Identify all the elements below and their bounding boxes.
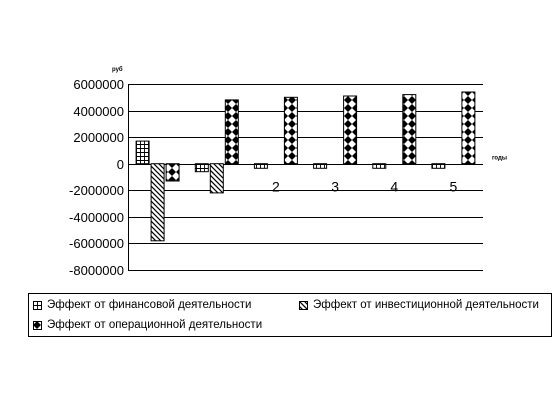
y-tick-label: 0 xyxy=(116,157,124,172)
legend-label-operating: Эффект от операционной деятельности xyxy=(47,319,263,331)
x-tick-label: 4 xyxy=(390,178,399,195)
legend-item-financial xyxy=(33,299,251,311)
bar xyxy=(403,95,416,164)
bar xyxy=(254,164,267,169)
legend-swatch-grid xyxy=(33,301,42,310)
y-tick-label: 2000000 xyxy=(73,130,124,145)
y-tick-label: -4000000 xyxy=(69,210,124,225)
legend-label-investment: Эффект от инвестиционной деятельности xyxy=(313,299,539,311)
legend-label-financial: Эффект от финансовой деятельности xyxy=(47,299,252,311)
bar xyxy=(225,100,238,164)
y-tick-label: -2000000 xyxy=(69,183,124,198)
legend-swatch-diagonal xyxy=(299,301,308,310)
bar xyxy=(195,164,208,172)
y-tick-label: 4000000 xyxy=(73,104,124,119)
bar xyxy=(136,141,149,164)
bar xyxy=(314,164,327,169)
x-tick-label: 5 xyxy=(449,178,458,195)
y-tick-label: 6000000 xyxy=(73,77,124,92)
legend-item-operating xyxy=(33,319,262,331)
bar xyxy=(462,92,475,164)
bar xyxy=(344,96,357,164)
bar xyxy=(151,164,164,241)
legend xyxy=(28,293,552,337)
y-unit-label: руб xyxy=(112,67,123,73)
legend-item-investment xyxy=(299,299,539,311)
bar xyxy=(432,164,445,169)
bar xyxy=(166,164,179,181)
legend-swatch-diamond xyxy=(33,321,42,330)
y-tick-label: -6000000 xyxy=(69,236,124,251)
x-tick-label: 3 xyxy=(331,178,339,195)
y-tick-label: -8000000 xyxy=(69,263,124,278)
x-axis-label: годы xyxy=(492,155,507,162)
bar xyxy=(284,97,297,163)
x-tick-label: 2 xyxy=(272,178,280,195)
bar xyxy=(373,164,386,169)
bar xyxy=(210,164,223,193)
